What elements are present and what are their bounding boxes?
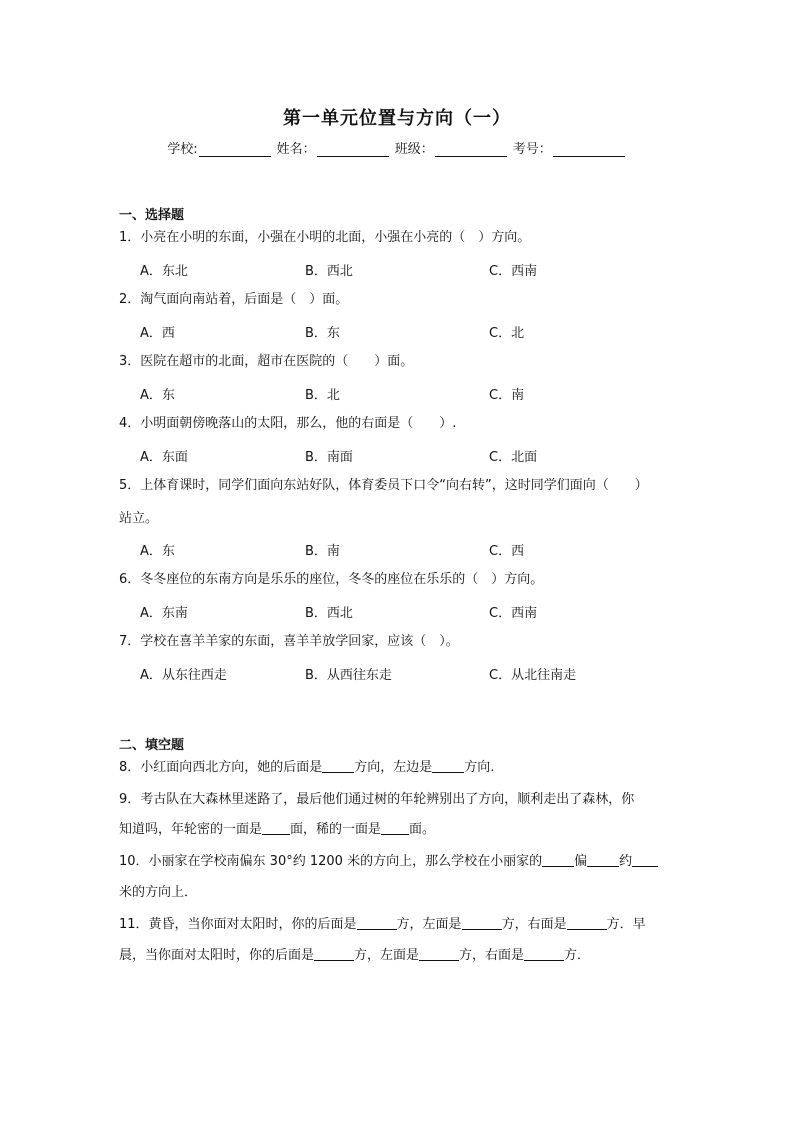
student-info-row (0, 138, 794, 157)
question-1: 1．小亮在小明的东面，小强在小明的北面，小强在小亮的（ ）方向。 (119, 230, 531, 245)
q8-text-2: 方向，左边是 (354, 760, 433, 775)
q11-text-3: 方，右面是 (501, 917, 567, 932)
q9-text-2: 面，稀的一面是 (290, 822, 382, 837)
option-b[interactable]: B．东 (305, 326, 340, 341)
option-a[interactable]: A．东南 (140, 606, 188, 621)
question-8 (119, 752, 689, 783)
answer-blank[interactable] (322, 759, 354, 773)
question-2: 2．淘气面向南站着，后面是（ ）面。 (119, 292, 349, 307)
name-label: 姓名： (276, 142, 316, 157)
option-c[interactable]: C．北 (489, 326, 525, 341)
option-b[interactable]: B．西北 (305, 264, 353, 279)
exam-number-blank[interactable] (553, 142, 625, 157)
q8-text-1: 8．小红面向西北方向，她的后面是 (119, 760, 323, 775)
question-3: 3．医院在超市的北面，超市在医院的（ ）面。 (119, 354, 414, 369)
option-b[interactable]: B．南面 (305, 450, 353, 465)
option-b[interactable]: B．北 (305, 388, 340, 403)
option-a[interactable]: A．西 (140, 326, 175, 341)
q11-text-1: 11．黄昏，当你面对太阳时，你的后面是 (119, 917, 357, 932)
option-a[interactable]: A．东面 (140, 450, 188, 465)
q10-text-1: 10．小丽家在学校南偏东 30°约 1200 米的方向上，那么学校在小丽家的 (119, 854, 543, 869)
q11-text-4: 方．早 (606, 917, 646, 932)
name-field (277, 138, 391, 157)
answer-blank[interactable] (587, 853, 619, 867)
q11-text-7: 方，右面是 (459, 948, 525, 963)
exam-number-label: 考号： (512, 142, 552, 157)
question-10-continuation: 米的方向上． (119, 885, 198, 900)
option-a[interactable]: A．东 (140, 544, 175, 559)
answer-blank[interactable] (567, 916, 607, 930)
q11-text-8: 方． (564, 948, 591, 963)
question-6: 6．冬冬座位的东南方向是乐乐的座位，冬冬的座位在乐乐的（ ）方向。 (119, 572, 544, 587)
class-blank[interactable] (435, 142, 507, 157)
class-field (395, 138, 509, 157)
option-c[interactable]: C．西南 (489, 606, 538, 621)
class-label: 班级： (394, 142, 434, 157)
q9-text-1: 知道吗，年轮密的一面是 (119, 822, 263, 837)
option-a[interactable]: A．东 (140, 388, 175, 403)
question-7: 7．学校在喜羊羊家的东面，喜羊羊放学回家，应该（ ）。 (119, 634, 459, 649)
section-heading-choice: 一、选择题 (119, 208, 185, 223)
school-blank[interactable] (199, 142, 271, 157)
question-9-continuation (119, 814, 689, 845)
answer-blank[interactable] (381, 821, 409, 835)
option-c[interactable]: C．北面 (489, 450, 538, 465)
section-heading-fill-in: 二、填空题 (119, 738, 185, 753)
q9-text-3: 面。 (409, 822, 436, 837)
answer-blank[interactable] (314, 947, 354, 961)
answer-blank[interactable] (262, 821, 290, 835)
question-11 (119, 909, 689, 940)
question-10 (119, 846, 689, 877)
question-9: 9．考古队在大森林里迷路了，最后他们通过树的年轮辨别出了方向，顺利走出了森林，你 (119, 792, 635, 807)
school-field (167, 138, 272, 157)
option-b[interactable]: B．南 (305, 544, 340, 559)
question-4: 4．小明面朝傍晚落山的太阳，那么，他的右面是（ ）. (119, 416, 457, 431)
question-5-continuation: 站立。 (119, 511, 159, 526)
option-a[interactable]: A．从东往西走 (140, 668, 227, 683)
q11-text-2: 方，左面是 (396, 917, 462, 932)
option-b[interactable]: B．从西往东走 (305, 668, 392, 683)
q8-text-3: 方向. (464, 760, 495, 775)
answer-blank[interactable] (632, 853, 658, 867)
question-5: 5．上体育课时，同学们面向东站好队，体育委员下口令“向右转”，这时同学们面向（ ） (119, 478, 648, 493)
answer-blank[interactable] (432, 759, 464, 773)
option-c[interactable]: C．南 (489, 388, 525, 403)
page-title: 第一单元位置与方向（一） (283, 108, 511, 129)
answer-blank[interactable] (462, 916, 502, 930)
school-label: 学校: (167, 142, 198, 157)
exam-number-field (513, 138, 627, 157)
name-blank[interactable] (317, 142, 389, 157)
question-11-continuation (119, 940, 689, 971)
q10-text-2: 偏 (574, 854, 588, 869)
answer-blank[interactable] (542, 853, 574, 867)
option-c[interactable]: C．从北往南走 (489, 668, 577, 683)
option-b[interactable]: B．西北 (305, 606, 353, 621)
q10-text-3: 约 (619, 854, 633, 869)
q11-text-6: 方，左面是 (354, 948, 420, 963)
answer-blank[interactable] (419, 947, 459, 961)
option-c[interactable]: C．西 (489, 544, 525, 559)
option-a[interactable]: A．东北 (140, 264, 188, 279)
q11-text-5: 晨，当你面对太阳时，你的后面是 (119, 948, 315, 963)
answer-blank[interactable] (524, 947, 564, 961)
answer-blank[interactable] (357, 916, 397, 930)
option-c[interactable]: C．西南 (489, 264, 538, 279)
